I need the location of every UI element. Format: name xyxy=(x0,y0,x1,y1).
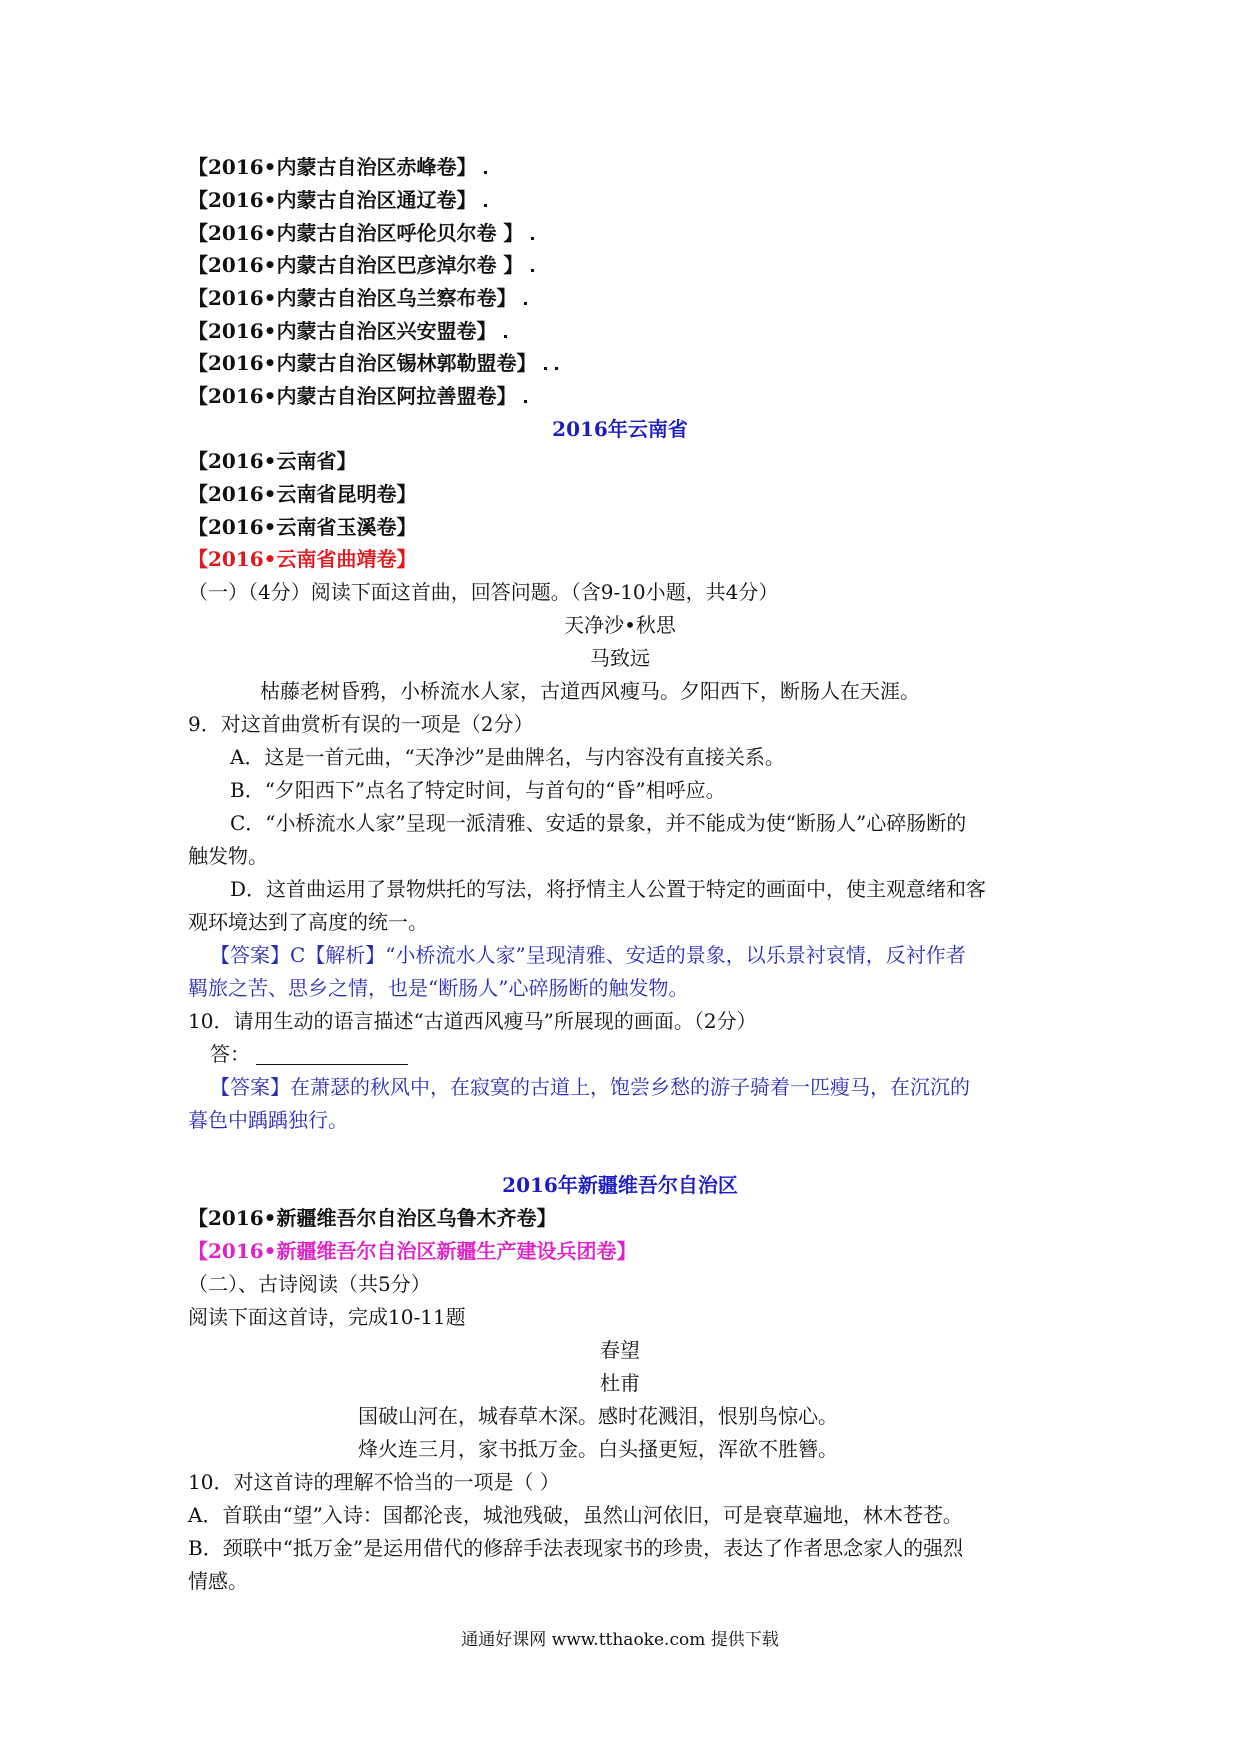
yunnan-kunming: 【2016•云南省昆明卷】 xyxy=(188,482,417,506)
yunnan-qujing: 【2016•云南省曲靖卷】 xyxy=(188,547,417,571)
xinjiang-option-b-line2: 情感。 xyxy=(188,1569,248,1593)
yunnan-yuxi: 【2016•云南省玉溪卷】 xyxy=(188,515,417,539)
question-10: 10．请用生动的语言描述“古道西风瘦马”所展现的画面。（2分） xyxy=(188,1009,757,1033)
q9-answer-line2: 羁旅之苦、思乡之情，也是“断肠人”心碎肠断的触发物。 xyxy=(188,976,689,1000)
section-two-instruction: 阅读下面这首诗，完成10-11题 xyxy=(188,1305,466,1329)
neimenggu-alxa: 【2016•内蒙古自治区阿拉善盟卷】 xyxy=(188,382,527,410)
xinjiang-urumqi: 【2016•新疆维吾尔自治区乌鲁木齐卷】 xyxy=(188,1206,557,1230)
section-one-intro: （一）（4分）阅读下面这首曲，回答问题。（含9-10小题，共4分） xyxy=(188,580,779,604)
poem-text: 枯藤老树昏鸦，小桥流水人家，古道西风瘦马。夕阳西下，断肠人在天涯。 xyxy=(260,679,920,703)
xinjiang-bingtuan: 【2016•新疆维吾尔自治区新疆生产建设兵团卷】 xyxy=(188,1239,637,1263)
question-9: 9．对这首曲赏析有误的一项是（2分） xyxy=(188,712,534,736)
q9-option-a: A．这是一首元曲，“天净沙”是曲牌名，与内容没有直接关系。 xyxy=(230,745,785,769)
neimenggu-hulunbuir: 【2016•内蒙古自治区呼伦贝尔卷 】 xyxy=(188,219,534,247)
poem2-line2: 烽火连三月，家书抵万金。白头搔更短，浑欲不胜簪。 xyxy=(358,1437,838,1461)
section-two: （二）、古诗阅读（共5分） xyxy=(188,1272,431,1296)
yunnan-heading: 2016年云南省 xyxy=(552,417,688,441)
neimenggu-xinganmeng: 【2016•内蒙古自治区兴安盟卷】 xyxy=(188,317,507,345)
q9-option-d-line1: D．这首曲运用了景物烘托的写法，将抒情主人公置于特定的画面中，使主观意绪和客 xyxy=(230,877,987,901)
q9-option-c-line2: 触发物。 xyxy=(188,844,268,868)
neimenggu-bayannur: 【2016•内蒙古自治区巴彦淖尔卷 】 xyxy=(188,251,534,279)
poem-author: 马致远 xyxy=(590,646,650,670)
poem2-line1: 国破山河在，城春草木深。感时花溅泪，恨别鸟惊心。 xyxy=(358,1404,838,1428)
poem2-title: 春望 xyxy=(600,1338,640,1362)
q10-answer-line1: 【答案】在萧瑟的秋风中，在寂寞的古道上，饱尝乡愁的游子骑着一匹瘦马，在沉沉的 xyxy=(210,1075,970,1099)
neimenggu-xilingol: 【2016•内蒙古自治区锡林郭勒盟卷】 xyxy=(188,349,558,377)
neimenggu-ulanqab: 【2016•内蒙古自治区乌兰察布卷】 xyxy=(188,284,527,312)
q10-answer-line2: 暮色中踽踽独行。 xyxy=(188,1108,348,1132)
yunnan-item: 【2016•云南省】 xyxy=(188,449,357,473)
q9-option-b: B．“夕阳西下”点名了特定时间，与首句的“昏”相呼应。 xyxy=(230,778,726,802)
poem2-author: 杜甫 xyxy=(600,1371,640,1395)
xinjiang-option-b-line1: B．颈联中“抵万金”是运用借代的修辞手法表现家书的珍贵，表达了作者思念家人的强烈 xyxy=(188,1536,964,1560)
xinjiang-question-10: 10．对这首诗的理解不恰当的一项是（ ） xyxy=(188,1470,560,1494)
q9-answer-line1: 【答案】C【解析】“小桥流水人家”呈现清雅、安适的景象，以乐景衬哀情，反衬作者 xyxy=(210,943,966,967)
q9-option-c-line1: C．“小桥流水人家”呈现一派清雅、安适的景象，并不能成为使“断肠人”心碎肠断的 xyxy=(230,811,967,835)
xinjiang-option-a: A．首联由“望”入诗：国都沦丧，城池残破，虽然山河依旧，可是衰草遍地，林木苍苍。 xyxy=(188,1503,963,1527)
answer-blank: 答： xyxy=(210,1040,408,1068)
poem-title: 天净沙•秋思 xyxy=(564,613,676,637)
neimenggu-tongliao: 【2016•内蒙古自治区通辽卷】 xyxy=(188,186,487,214)
xinjiang-heading: 2016年新疆维吾尔自治区 xyxy=(502,1173,738,1197)
q9-option-d-line2: 观环境达到了高度的统一。 xyxy=(188,910,428,934)
page-footer: 通通好课网 www.tthaoke.com 提供下载 xyxy=(461,1630,779,1650)
neimenggu-chifeng: 【2016•内蒙古自治区赤峰卷】 xyxy=(188,153,487,181)
answer-underline xyxy=(256,1044,408,1065)
